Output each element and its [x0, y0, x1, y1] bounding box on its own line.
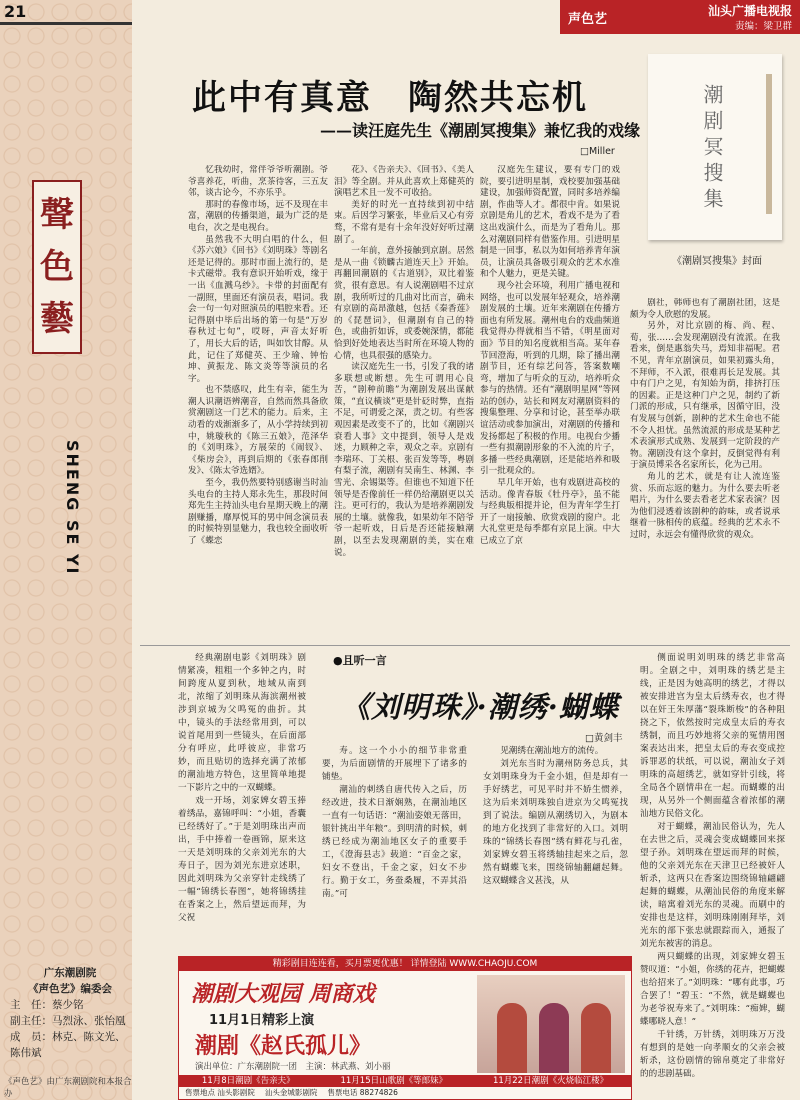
credits-deputy: 副主任：马烈泳、张怡凰 — [10, 1015, 126, 1027]
paragraph: 美好的时光一直持续到初中结束。后因学习繁张，毕业后又心有旁骛，不常有是有十余年没好好听过潮剧了。 — [334, 199, 474, 245]
masthead-bar — [560, 0, 800, 34]
ad-ticket-item: 售票地点 汕头影剧院 — [185, 1088, 255, 1097]
article-column — [334, 165, 474, 635]
article-column — [322, 745, 467, 950]
credits-committee: 《声色艺》编委会 — [28, 983, 112, 995]
paragraph: 虽然我不大明白唱的什么，但《苏六娘》《回书》《刘明珠》等剧名还是记得的。那时市面上流行的，是卡式磁带。我有意识开始听戏，缘于一出《血溅乌纱》。卡带的封面配有一副照，里面还有演员表，唱词。我会一句一句对照演员的唱腔来看。还记得剧中毕后出场的第一句是“万岁春秋过七旬”，哎呀，声音太好听了，用长大后的话，叫如饮甘醇。从此，记住了郑健英、王少瑜、钟怡坤、黄振龙、陈文炎等等演员的名字。 — [188, 234, 328, 384]
ad-schedule-item: 11月8日潮剧《告亲夫》 — [201, 1076, 295, 1086]
ad-stage-photo — [477, 975, 625, 1073]
ad-schedule-item: 11月22日潮剧《火烧临江楼》 — [492, 1076, 609, 1086]
credits-org: 广东潮剧院 — [43, 967, 97, 979]
paragraph: 忆我幼时，常伴爷爷听潮剧。爷爷喜养花，听曲，烹茶待客，三五友邻，谈古论今，不亦乐乎。 — [188, 165, 328, 199]
paragraph: 汉庭先生建议，要有专门的戏院，要引进明星制，戏校要加强基础建设，加强师资配置，同时多培养编剧，作曲等人才。都很中肯。如果说京剧是角儿的艺术，看戏不是为了看这出戏演什么，而是为了看角儿。那么对潮剧同样有借鉴作用。引进明星制是一回事，私以为如何培养青年演员，让演员具备吸引观众的艺术水准和个人魅力，更是关键。 — [480, 165, 620, 280]
section-divider — [140, 645, 790, 646]
paragraph: 见潮绣在潮汕地方的流传。 — [500, 746, 604, 756]
ad-ticket-item: 汕头金城影剧院 — [264, 1088, 318, 1097]
ad-schedule-item: 11月15日山歌剧《等郎妹》 — [340, 1076, 448, 1086]
paragraph: 另外，对比京剧的梅、尚、程、荀，张……会发现潮剧没有流派。在我看来，倒是惠翁失马，焉知非福呢。君不见，青年京剧演员，如果初露头角，不拜师，不入派，很难再长足发展。其中有门户之见，有知始为荫，排挤打压的因素。正是这种门户之见，制约了新门派的形成，只有继承，因循守旧，没有发展与创新，剧种的艺术生命也不能不令人担忧。虽然流派的形成是某种艺术表演形式成熟、发展到一定阶段的产物。潮剧没有这个拿封，反倒觉得有利于演员博采各名家所长，化为己用。 — [630, 321, 780, 471]
performer-figure — [539, 1003, 569, 1073]
article-byline: □黄剑丰 — [585, 733, 623, 744]
paragraph: 戏一开场，刘家婢女碧玉捧着绣品，嘉锦呼叫：“小姐，香囊已经绣好了。”于是刘明珠出声而出，手中捧着一卷画锦，原来这一天是刘明珠的父亲刘光东的大寿日子，因为刘光东进京述职，因此刘明珠为父亲穿针走线绣了一幅“锦绣长春图”，她将锦绣挂在香案之上，然后望远而拜，为父祝 — [178, 796, 306, 923]
paragraph: 潮汕的刺绣自唐代传入之后，历经改进，技术日渐娴熟，在潮汕地区一直有一句话语：“潮汕姿娘无落田，银针挑出半年粮”。到明清的时候，刺绣已经成为潮汕地区女子的重要手工，《澄海县志》载道：“百金之家，妇女不登出，千金之家，妇女不步行。勤于女工，务蚕桑履，不弄其沿南。”可 — [322, 785, 467, 899]
performer-figure — [497, 1003, 527, 1073]
editorial-credits — [10, 965, 130, 1061]
paragraph: 刘光东当时为潮州防务总兵，其女刘明珠身为千金小姐，但是却有一手好绣艺，可见平时并不娇生惯养，这为后来刘明珠独自进京为父鸣冤找到了说法。编剧从潮绣切入，为剧本的地方化找到了非常好的入口。刘明珠的“锦绣长春图”绣有鲜花与孔雀，刘家婢女碧玉将绣轴挂起来之后，忽然有蝴蝶飞来，围绕锦轴翻翩起舞。这双蝴蝶含义甚浅，从 — [483, 759, 628, 886]
book-cover-caption: 《潮剧冥搜集》封面 — [672, 256, 762, 267]
book-cover-stripe — [766, 74, 772, 214]
paragraph: 那时的春像市场，远不及现在丰富，潮剧的传播渠道，最为广泛的是电台，次之是电视台。 — [188, 199, 328, 233]
paragraph: 经典潮剧电影《刘明珠》剧情紧凑，粗粗一个多钟之内，时间跨度从夏到秋，地域从南到北，浓缩了刘明珠从海滨潮州被涉到京城为父鸣冤的曲折。其中，镜头的手法经常用到，可以说首尾用到一些镜头，在后面部分有呼应，此呼彼应，非常巧妙，而且贴切的选择充满了浓郁的潮汕地方特色，这里简单地提一下影片之中的一双蝴蝶。 — [178, 653, 306, 793]
ad-ticket-item: 售票电话 88274826 — [327, 1088, 398, 1097]
article-column — [188, 165, 328, 635]
article-column — [483, 745, 628, 950]
article-subheadline: ——读汪庭先生《潮剧冥搜集》兼忆我的戏缘 — [319, 121, 640, 140]
paragraph: 花》、《告亲夫》、《回书》、《美人泪》等全剧。并从此喜欢上郑健英的演唱艺术且一发不可收拾。 — [334, 165, 474, 199]
sidebar — [0, 0, 132, 1100]
article-column — [640, 652, 785, 1092]
logo-char: 藝 — [40, 299, 74, 339]
book-cover-image — [648, 54, 782, 240]
column-tag: ●且听一言 — [333, 654, 387, 667]
article-column — [178, 652, 306, 950]
paragraph: 也不禁感叹，此生有幸，能生为潮人识潮语辨潮音，自然而然具备欣赏潮剧这一门艺术的能力。后来，主动看的戏渐渐多了，从小学持续到初中，姚璇秋的《陈三五娘》，范泽华的《刘明珠》，方展荣的《闹钗》、《柴房会》，再到后期的《张春郎削发》、《陈太爷选婿》。 — [188, 385, 328, 477]
ad-schedule — [179, 1075, 631, 1087]
article-column — [480, 165, 620, 635]
editor-credit: 责编：梁卫群 — [734, 21, 792, 32]
paragraph: 寿。这一个小小的细节非常重要，为后面剧情的开展埋下了诸多的铺垫。 — [322, 746, 467, 782]
sidebar-footer: 《声色艺》由广东潮剧院和本报合办 — [4, 1077, 132, 1099]
article-headline: 此中有真意 陶然共忘机 — [192, 78, 588, 118]
ad-date: 11月1日精彩上演 — [209, 1013, 315, 1028]
article-byline: □Miller — [580, 146, 615, 157]
paper-name: 汕头广播电视报 — [707, 4, 792, 18]
paragraph: 对于蝴蝶，潮汕民俗认为，先人在去世之后，灵魂会变成蝴蝶回来探望子孙。刘明珠在望远而拜的时候，他的父亲刘光东在天津卫已经被奸人斩杀，这两只在香案边围绕锦轴翩翩起舞的蝴蝶，从潮汕民俗的角度来解读，暗寓着刘光东的灵魂。而刷中的安排也是这样，刘明珠刚刚拜毕，刘光东的部下张忠就跟踪而入，通报了刘光东被害的消息。 — [640, 822, 785, 949]
paragraph: 两只蝴蝶的出现，刘家婢女碧玉赞叹道：“小姐，你绣的花卉，把蝴蝶也给招来了。”刘明珠：“哪有此事，巧合罢了！”碧玉：“不然，就是蝴蝶也为老爷祝寿来了。”刘明珠：“痴婢，蝴蝶哪晓人意！” — [640, 952, 785, 1027]
page-number: 21 — [4, 2, 27, 21]
article-title: 《刘明珠》·潮绣·蝴蝶 — [341, 690, 619, 724]
paragraph: 至今，我仍然要特别感谢当时汕头电台的主持人郑永先生，那段时间郑先生主持汕头电台星期天晚上的潮剧赚播，靡厚悦耳的男中间念演员表的时候特别显魅力，我也较全面收听了《蝶恋 — [188, 478, 328, 546]
paragraph: 一年前，意外接触到京剧。居然是从一曲《锁麟古道连天上》开始。再翻回潮剧的《古道别》，双比着鉴赏，很有意思。有人说潮剧唱不过京剧，我所听过的几曲对比而言，确未有京剧的高昂激越，包括《秦香莲》的《琵琶词》，但潮剧有自己的特色，或曲折如诉，或委婉深情，都能恰到好处地表达当时所在环境人物的心情，也具很强的感染力。 — [334, 246, 474, 361]
logo-char: 色 — [40, 247, 74, 287]
ad-performers: 演出单位：广东潮剧院一团 主演：林武燕、刘小丽 — [195, 1062, 391, 1072]
page-rule — [0, 22, 132, 25]
section-pinyin: SHENG SE YI — [63, 440, 82, 576]
logo-char: 聲 — [40, 195, 74, 235]
paragraph: 现今社会环境，利用广播电视和网络，也可以发展年轻观众，培养潮剧发展的土壤。近年来潮剧在传播方面也有所发展。潮州电台的戏曲频道我觉得办得就相当不错，《明星面对面》节目的知名度就相当高。某年春节回澄海，听到的几期，除了播出潮剧节目，还有综艺问答，答案数嘲弯，增加了与听众的互动，培养听众参与的热情。还有“潮剧明星网”等网站的创办，站长和网友对潮剧资料的搜集整理、分享和讨论，甚至举办联谊活动或参加演出，对潮剧的传播和发扬都起了积极的作用。电视台少播一些有损潮剧形象的不入流的片子，多播一些经典潮剧，还是能培养和吸引一批观众的。 — [480, 280, 620, 477]
ad-show-title: 潮剧《赵氏孤儿》 — [195, 1033, 372, 1059]
paragraph: 千针绣，万针绣，刘明珠万万没有想到的是她一向孝顺女的父亲会被斩杀，这份剧情的锦帛奠定了非常好的的悲剧基础。 — [640, 1030, 785, 1079]
performer-figure — [581, 1003, 611, 1073]
section-logo — [32, 180, 82, 354]
credits-chief: 主 任：蔡少铭 — [10, 999, 84, 1011]
section-name: 声色艺 — [568, 12, 608, 27]
theater-advertisement — [178, 956, 632, 1100]
paragraph: 读汉庭先生一书，引发了我的诸多联想或断想。先生可谓用心良苦，“剧种前瞻”为潮剧发展出谋献策，“直议横谈”更是针砭时弊，直指不足，可谓爱之深，责之切。有些客观因素是改变不了的，比如《潮剧兴衰看人事》文中提到，领导人是戏迷，力顾种之幸，观众之幸。京剧有李瑞环、丁关根、张百发等等，粤剧有梨子流，潮剧有吴南生、林渊、李雪光、余锡渠等。但谁也不知道下任领导是否像前任一样仍给潮剧更以关注。更可行的，我认为是培养潮剧发展的土壤。就像我，如果幼年不陪爷爷一起听戏，日后是否还能接触潮剧，以至去发现潮剧的美，实在难说。 — [334, 362, 474, 558]
paragraph: 角儿的艺术，就是有让人流连鉴赏、乐而忘返的魅力。为什么要去听老唱片，为什么要去看老艺术家表演？因为他们浸透着该剧种的韵味，或者说承继着一脉相传的底蕴。经典的艺术永不过时，永远会有懂得欣赏的观众。 — [630, 471, 780, 540]
paragraph: 剧社，韩师也有了潮剧社团，这是颇为令人欣慰的发展。 — [630, 298, 780, 320]
book-cover-title: 潮剧冥搜集 — [700, 84, 724, 214]
paragraph: 早几年开始，也有戏剧进高校的活动。像青春版《牡丹亭》，虽不能与经典版相提并论，但为青年学生打开了一扇接触、欣赏戏剧的窗户。北大礼堂更是每季都有京昆上演。中大已成立了京 — [480, 478, 620, 546]
ad-headline: 潮剧大观园 周商戏 — [191, 981, 375, 1007]
credits-members: 成 员：林克、陈文光、陈伟斌 — [10, 1031, 126, 1059]
article-column — [630, 298, 780, 635]
ad-ticket-info — [179, 1087, 632, 1099]
paragraph: 侧面说明刘明珠的绣艺非常高明。全剧之中，刘明珠的绣艺是主线，正是因为她高明的绣艺，才得以被安排进宫为皇太后绣寿衣，也才得以在奸王朱厚藩“裂珠断梭”的各种阻挠之下，依然按时完成皇太后的寿衣绣制，而且巧妙地将父亲的冤情用图案表达出来，把皇太后的寿衣变成控诉罪恶的状纸，可以说，潮汕女子刘明珠的高超绣艺，就如穿针引线，将全局各个剧情串在一起。而蝴蝶的出现，从另外一个侧面蕴含着浓郁的潮汕地方民俗文化。 — [640, 653, 785, 819]
ad-top-banner: 精彩剧目连连看，买月票更优惠！ 详情登陆 WWW.CHAOJU.COM — [179, 957, 631, 971]
